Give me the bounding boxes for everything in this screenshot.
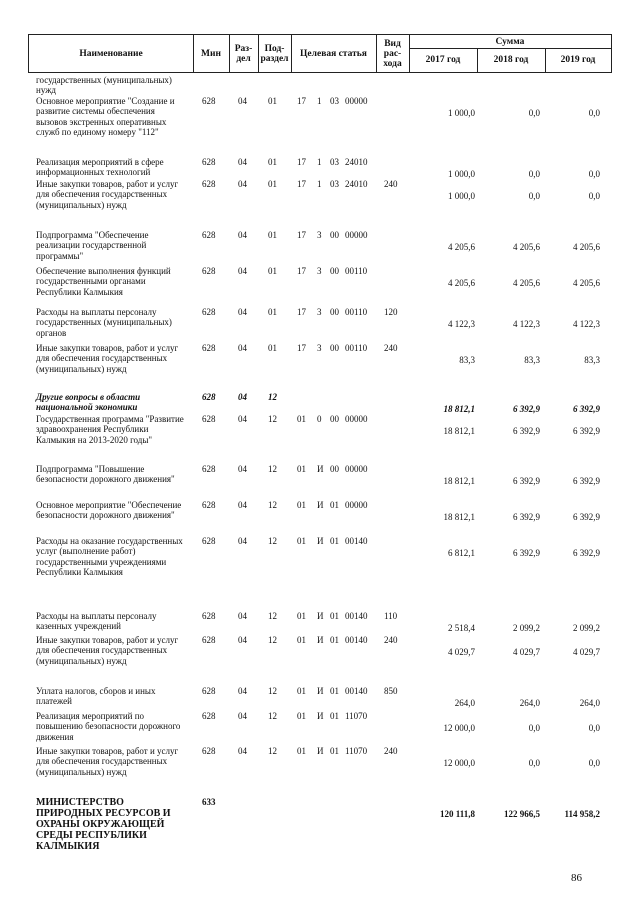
row-podrazdel: 01	[268, 266, 277, 276]
row-sum-2019: 0,0	[588, 169, 600, 179]
row-target-part3: 00	[330, 343, 339, 353]
row-target-part3: 01	[330, 500, 339, 510]
row-min: 628	[202, 464, 216, 474]
row-vid: 240	[384, 343, 398, 353]
row-podrazdel: 01	[268, 157, 277, 167]
row-sum-2018: 0,0	[528, 723, 540, 733]
row-target-part4: 24010	[345, 179, 368, 189]
header-2018: 2018 год	[493, 55, 529, 65]
row-min: 628	[202, 266, 216, 276]
header-target: Целевая статья	[300, 48, 367, 59]
row-min: 628	[202, 307, 216, 317]
row-razdel: 04	[238, 635, 247, 645]
row-sum-2018: 83,3	[524, 355, 540, 365]
row-target-part1: 01	[297, 635, 306, 645]
row-target-part2: И	[317, 536, 324, 546]
row-target-part1: 17	[297, 157, 306, 167]
row-sum-2017: 83,3	[459, 355, 475, 365]
row-name: Расходы на оказание государственных услуг (выполнение работ) государственными учреждениями Республики Калмыкия	[36, 536, 183, 577]
row-target-part3: 01	[330, 746, 339, 756]
row-sum-2017: 2 518,4	[448, 623, 475, 633]
row-podrazdel: 01	[268, 343, 277, 353]
row-target-part3: 01	[330, 635, 339, 645]
row-target-part3: 01	[330, 611, 339, 621]
row-razdel: 04	[238, 392, 247, 402]
row-sum-2019: 264,0	[579, 698, 600, 708]
row-target-part3: 01	[330, 536, 339, 546]
row-target-part2: 1	[317, 157, 322, 167]
row-target-part4: 24010	[345, 157, 368, 167]
row-min: 633	[202, 797, 216, 807]
row-target-part1: 01	[297, 711, 306, 721]
header-razdel-line2: дел	[236, 53, 251, 64]
row-target-part2: 3	[317, 307, 322, 317]
row-podrazdel: 12	[268, 500, 277, 510]
row-vid: 240	[384, 179, 398, 189]
row-target-part2: 3	[317, 266, 322, 276]
row-name: Подпрограмма "Обеспечение реализации государственной программы"	[36, 230, 149, 261]
row-min: 628	[202, 686, 216, 696]
row-name: Уплата налогов, сборов и иных платежей	[36, 686, 156, 707]
row-name: Государственная программа "Развитие здравоохранения Республики Калмыкия на 2013-2020 годы"	[36, 414, 184, 445]
row-sum-2017: 4 029,7	[448, 647, 475, 657]
row-sum-2018: 6 392,9	[513, 512, 540, 522]
row-podrazdel: 12	[268, 611, 277, 621]
row-min: 628	[202, 611, 216, 621]
row-target-part2: 3	[317, 230, 322, 240]
row-name: Иные закупки товаров, работ и услуг для обеспечения государственных (муниципальных) нужд	[36, 635, 179, 666]
row-sum-2017: 4 122,3	[448, 319, 475, 329]
header-vid-line1: Вид	[384, 38, 401, 49]
row-sum-2019: 0,0	[588, 191, 600, 201]
row-sum-2017: 1 000,0	[448, 169, 475, 179]
row-target-part1: 17	[297, 266, 306, 276]
row-sum-2018: 122 966,5	[504, 809, 540, 819]
header-razdel	[229, 35, 258, 72]
row-podrazdel: 01	[268, 96, 277, 106]
row-razdel: 04	[238, 536, 247, 546]
row-target-part3: 01	[330, 711, 339, 721]
header-2019: 2019 год	[560, 55, 596, 65]
header-vid	[376, 35, 409, 72]
row-target-part2: И	[317, 746, 324, 756]
row-sum-2018: 6 392,9	[513, 548, 540, 558]
row-razdel: 04	[238, 500, 247, 510]
row-min: 628	[202, 414, 216, 424]
row-target-part2: 3	[317, 343, 322, 353]
row-target-part1: 01	[297, 500, 306, 510]
row-sum-2018: 0,0	[528, 758, 540, 768]
row-target-part3: 00	[330, 307, 339, 317]
row-target-part4: 00110	[345, 307, 368, 317]
row-sum-2019: 4 029,7	[573, 647, 600, 657]
row-sum-2019: 4 122,3	[573, 319, 600, 329]
row-target-part3: 00	[330, 230, 339, 240]
header-podrazdel-line1: Под-	[264, 43, 285, 54]
row-razdel: 04	[238, 686, 247, 696]
row-sum-2018: 4 029,7	[513, 647, 540, 657]
row-name: Иные закупки товаров, работ и услуг для обеспечения государственных (муниципальных) нужд	[36, 343, 179, 374]
row-sum-2017: 1 000,0	[448, 108, 475, 118]
row-razdel: 04	[238, 230, 247, 240]
row-min: 628	[202, 343, 216, 353]
table-header	[28, 34, 612, 73]
row-min: 628	[202, 746, 216, 756]
row-sum-2019: 0,0	[588, 758, 600, 768]
row-sum-2018: 4 205,6	[513, 242, 540, 252]
row-target-part1: 17	[297, 179, 306, 189]
row-target-part3: 00	[330, 414, 339, 424]
row-podrazdel: 12	[268, 464, 277, 474]
row-sum-2017: 120 111,8	[439, 809, 475, 819]
row-target-part1: 01	[297, 536, 306, 546]
row-podrazdel: 01	[268, 230, 277, 240]
row-sum-2019: 6 392,9	[573, 548, 600, 558]
row-target-part4: 00000	[345, 414, 368, 424]
row-target-part1: 01	[297, 464, 306, 474]
row-sum-2019: 6 392,9	[573, 404, 600, 414]
header-vid-line3: хода	[383, 58, 402, 69]
page-number: 86	[571, 872, 582, 884]
row-razdel: 04	[238, 179, 247, 189]
row-name: Основное мероприятие "Создание и развитие системы обеспечения вызовов экстренных оперативных служб по единому номеру "112"	[36, 96, 175, 137]
row-sum-2019: 4 205,6	[573, 242, 600, 252]
row-name: Расходы на выплаты персоналу казенных учреждений	[36, 611, 157, 632]
row-min: 628	[202, 711, 216, 721]
row-vid: 120	[384, 307, 398, 317]
row-sum-2017: 18 812,1	[443, 512, 475, 522]
row-target-part3: 03	[330, 157, 339, 167]
row-min: 628	[202, 96, 216, 106]
row-name: Реализация мероприятий в сфере информационных технологий	[36, 157, 164, 178]
row-vid: 110	[384, 611, 398, 621]
row-target-part2: 0	[317, 414, 322, 424]
row-target-part4: 00140	[345, 611, 368, 621]
row-razdel: 04	[238, 307, 247, 317]
row-target-part4: 00000	[345, 230, 368, 240]
row-target-part3: 00	[330, 464, 339, 474]
row-name: Расходы на выплаты персоналу государственных (муниципальных) органов	[36, 307, 172, 338]
row-target-part2: И	[317, 686, 324, 696]
row-target-part2: 1	[317, 96, 322, 106]
row-target-part3: 01	[330, 686, 339, 696]
row-target-part3: 00	[330, 266, 339, 276]
row-sum-2019: 83,3	[584, 355, 600, 365]
row-razdel: 04	[238, 266, 247, 276]
row-sum-2017: 18 812,1	[443, 476, 475, 486]
row-sum-2018: 6 392,9	[513, 476, 540, 486]
row-razdel: 04	[238, 414, 247, 424]
row-min: 628	[202, 635, 216, 645]
row-razdel: 04	[238, 96, 247, 106]
row-target-part1: 17	[297, 307, 306, 317]
row-razdel: 04	[238, 611, 247, 621]
row-sum-2018: 4 205,6	[513, 278, 540, 288]
row-target-part4: 00110	[345, 266, 368, 276]
row-sum-2017: 4 205,6	[448, 278, 475, 288]
row-razdel: 04	[238, 343, 247, 353]
row-sum-2017: 12 000,0	[443, 723, 475, 733]
row-target-part1: 01	[297, 611, 306, 621]
row-sum-2018: 2 099,2	[513, 623, 540, 633]
row-target-part4: 11070	[345, 711, 368, 721]
row-sum-2017: 12 000,0	[443, 758, 475, 768]
row-name: Основное мероприятие "Обеспечение безопасности дорожного движения"	[36, 500, 182, 521]
row-target-part4: 00000	[345, 500, 368, 510]
row-target-part4: 00110	[345, 343, 368, 353]
header-podrazdel-line2: раздел	[260, 53, 289, 64]
row-target-part1: 01	[297, 414, 306, 424]
row-podrazdel: 12	[268, 635, 277, 645]
row-sum-2017: 1 000,0	[448, 191, 475, 201]
row-podrazdel: 12	[268, 746, 277, 756]
row-target-part2: И	[317, 711, 324, 721]
row-target-part2: И	[317, 464, 324, 474]
row-target-part1: 17	[297, 230, 306, 240]
row-min: 628	[202, 536, 216, 546]
row-podrazdel: 12	[268, 414, 277, 424]
row-name: МИНИСТЕРСТВО ПРИРОДНЫХ РЕСУРСОВ И ОХРАНЫ ОКРУЖАЮЩЕЙ СРЕДЫ РЕСПУБЛИКИ КАЛМЫКИЯ	[36, 797, 171, 852]
row-target-part4: 00140	[345, 686, 368, 696]
row-sum-2018: 0,0	[528, 108, 540, 118]
row-sum-2019: 6 392,9	[573, 512, 600, 522]
header-sum: Сумма	[495, 36, 525, 47]
row-sum-2019: 2 099,2	[573, 623, 600, 633]
row-podrazdel: 12	[268, 536, 277, 546]
row-target-part1: 01	[297, 746, 306, 756]
row-target-part4: 00000	[345, 96, 368, 106]
row-sum-2018: 0,0	[528, 191, 540, 201]
row-vid: 240	[384, 635, 398, 645]
row-sum-2019: 0,0	[588, 723, 600, 733]
row-name: Другие вопросы в области национальной экономики	[36, 392, 141, 413]
row-sum-2019: 6 392,9	[573, 476, 600, 486]
row-podrazdel: 01	[268, 307, 277, 317]
row-name: Иные закупки товаров, работ и услуг для обеспечения государственных (муниципальных) нужд	[36, 179, 179, 210]
row-sum-2017: 18 812,1	[443, 404, 475, 414]
row-sum-2018: 6 392,9	[513, 426, 540, 436]
row-vid: 850	[384, 686, 398, 696]
row-target-part2: И	[317, 635, 324, 645]
row-target-part4: 00140	[345, 635, 368, 645]
row-sum-2018: 4 122,3	[513, 319, 540, 329]
row-sum-2019: 114 958,2	[564, 809, 600, 819]
row-target-part1: 17	[297, 96, 306, 106]
row-sum-2017: 4 205,6	[448, 242, 475, 252]
row-target-part2: 1	[317, 179, 322, 189]
row-podrazdel: 12	[268, 711, 277, 721]
row-min: 628	[202, 392, 216, 402]
header-podrazdel	[258, 35, 291, 72]
row-podrazdel: 12	[268, 392, 277, 402]
row-min: 628	[202, 179, 216, 189]
row-min: 628	[202, 157, 216, 167]
row-name: Реализация мероприятий по повышению безопасности дорожного движения	[36, 711, 181, 742]
row-name: Иные закупки товаров, работ и услуг для обеспечения государственных (муниципальных) нужд	[36, 746, 179, 777]
row-sum-2017: 18 812,1	[443, 426, 475, 436]
row-min: 628	[202, 500, 216, 510]
header-min: Мин	[201, 48, 221, 59]
row-sum-2017: 264,0	[454, 698, 475, 708]
row-sum-2019: 0,0	[588, 108, 600, 118]
row-name: государственных (муниципальных) нужд	[36, 75, 172, 96]
row-target-part2: И	[317, 611, 324, 621]
row-sum-2018: 0,0	[528, 169, 540, 179]
row-razdel: 04	[238, 711, 247, 721]
row-min: 628	[202, 230, 216, 240]
row-name: Обеспечение выполнения функций государственными органами Республики Калмыкия	[36, 266, 171, 297]
row-name: Подпрограмма "Повышение безопасности дорожного движения"	[36, 464, 175, 485]
row-podrazdel: 12	[268, 686, 277, 696]
row-target-part3: 03	[330, 179, 339, 189]
row-razdel: 04	[238, 746, 247, 756]
row-target-part1: 17	[297, 343, 306, 353]
row-target-part4: 11070	[345, 746, 368, 756]
row-target-part4: 00000	[345, 464, 368, 474]
row-target-part1: 01	[297, 686, 306, 696]
row-vid: 240	[384, 746, 398, 756]
header-razdel-line1: Раз-	[234, 43, 253, 54]
row-target-part4: 00140	[345, 536, 368, 546]
header-name: Наименование	[79, 48, 143, 59]
row-sum-2019: 4 205,6	[573, 278, 600, 288]
row-sum-2018: 264,0	[519, 698, 540, 708]
row-target-part2: И	[317, 500, 324, 510]
header-2017: 2017 год	[425, 55, 461, 65]
row-target-part3: 03	[330, 96, 339, 106]
row-razdel: 04	[238, 157, 247, 167]
header-vid-line2: рас-	[383, 48, 402, 59]
row-razdel: 04	[238, 464, 247, 474]
row-sum-2019: 6 392,9	[573, 426, 600, 436]
row-sum-2017: 6 812,1	[448, 548, 475, 558]
row-sum-2018: 6 392,9	[513, 404, 540, 414]
row-podrazdel: 01	[268, 179, 277, 189]
